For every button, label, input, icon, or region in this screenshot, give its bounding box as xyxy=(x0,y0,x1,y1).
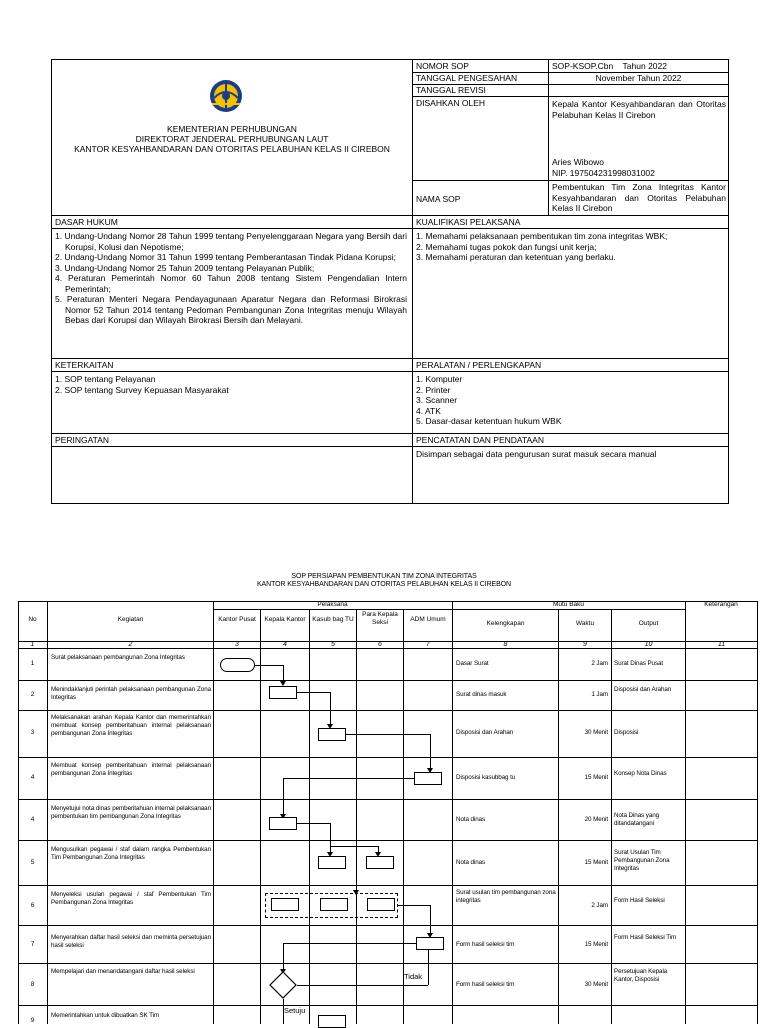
col-number: 9 xyxy=(583,641,587,648)
flow-process-box xyxy=(318,728,346,741)
flow-label-tidak: Tidak xyxy=(404,972,423,981)
row-kegiatan: Menyerahkan daftar hasil seleksi dan meminta persetujuan hasil seleksi xyxy=(51,934,211,949)
flow-decision-diamond xyxy=(269,971,297,999)
col-output-header: Output xyxy=(638,620,659,627)
peringatan-title: PERINGATAN xyxy=(55,435,109,445)
flow-start-terminator xyxy=(220,658,255,672)
flow-process-box xyxy=(414,772,442,785)
row-no: 3 xyxy=(30,729,35,736)
row-kelengkapan: Nota dinas xyxy=(456,859,486,866)
col-number: 4 xyxy=(283,641,287,648)
row-kegiatan: Mempelajari dan menandatangani daftar hasil seleksi xyxy=(51,968,195,975)
flow-label-setuju: Setuju xyxy=(284,1006,306,1015)
row-waktu: 15 Menit xyxy=(584,774,608,781)
col-keterangan-header: Keterangan xyxy=(704,601,738,608)
row-no: 6 xyxy=(30,902,35,909)
row-waktu: 2 Jam xyxy=(591,902,608,909)
row-kegiatan: Mengusulkan pegawai / staf dalam rangka Pembentukan Tim Pembangunan Zona Integritas xyxy=(51,846,211,861)
row-output: Konsep Nota Dinas xyxy=(614,770,667,777)
col-kasubbag-header: Kasub bag TU xyxy=(312,616,354,623)
row-output: Disposisi dan Arahan xyxy=(614,686,672,693)
signer-name: Aries Wibowo xyxy=(552,157,604,167)
flow-process-box xyxy=(320,898,348,911)
row-kelengkapan: Disposisi dan Arahan xyxy=(456,729,514,736)
flow-subtitle: KANTOR KESYAHBANDARAN DAN OTORITAS PELABUHAN KELAS II CIREBON xyxy=(256,581,511,588)
dasar-hukum-item: 5. Peraturan Menteri Negara Pendayagunaan Aparatur Negara dan Reformasi Birokrasi Nomor 52 Tahun 2014 tentang Pedoman Pembangunan Zona Integritas menuju Wilayah Bebas dari Korupsi dan Wilayah Birokrasi Bersih dan Melayani. xyxy=(55,294,407,325)
col-kegiatan-header: Kegiatan xyxy=(117,616,144,623)
col-number: 7 xyxy=(426,641,430,648)
tanggal-revisi-label: TANGGAL REVISI xyxy=(416,85,486,95)
flow-process-box xyxy=(416,937,444,950)
col-number: 1 xyxy=(30,641,35,648)
nama-sop-label: NAMA SOP xyxy=(416,194,461,204)
row-kegiatan: Surat pelaksanaan pembangunan Zona Integritas xyxy=(51,654,185,661)
nomor-sop-label: NOMOR SOP xyxy=(416,61,469,71)
row-output: Form Hasil Seleksi xyxy=(614,897,665,904)
flow-process-box xyxy=(367,898,395,911)
row-output: Nota Dinas yang ditandatangani xyxy=(614,812,660,827)
row-waktu: 15 Menit xyxy=(584,941,608,948)
col-adm-header: ADM Umum xyxy=(410,616,446,623)
row-waktu: 30 Menit xyxy=(584,981,608,988)
kualifikasi-item: 3. Memahami peraturan dan ketentuan yang berlaku. xyxy=(416,252,616,262)
row-kelengkapan: Form hasil seleksi tim xyxy=(456,981,515,988)
col-number: 2 xyxy=(128,641,133,648)
flow-title: SOP PERSIAPAN PEMBENTUKAN TIM ZONA INTEGRITAS xyxy=(291,573,477,580)
col-number: 11 xyxy=(717,641,726,648)
dasar-hukum-item: 4. Peraturan Pemerintah Nomor 60 Tahun 2008 tentang Sistem Pengendalian Intern Pemerintah; xyxy=(55,273,407,294)
peralatan-item: 2. Printer xyxy=(416,384,451,395)
keterkaitan-title: KETERKAITAN xyxy=(55,360,114,370)
row-kelengkapan: Dasar Surat xyxy=(456,660,489,667)
row-kelengkapan: Form hasil seleksi tim xyxy=(456,941,515,948)
dasar-hukum-item: 2. Undang-Undang Nomor 31 Tahun 1999 tentang Pemberantasan Tindak Pidana Korupsi; xyxy=(55,252,397,262)
row-output: Surat Dinas Pusat xyxy=(614,660,664,667)
flow-process-box xyxy=(366,856,394,869)
peralatan-item: 5. Dasar-dasar ketentuan hukum WBK xyxy=(416,416,562,426)
col-waktu-header: Waktu xyxy=(575,620,595,627)
row-kelengkapan: Surat dinas masuk xyxy=(456,691,507,698)
peralatan-item: 3. Scanner xyxy=(416,395,458,405)
row-kegiatan: Menyetujui nota dinas pemberitahuan internal pelaksanaan pembentukan tim pembangunan Zona Integritas xyxy=(51,805,211,820)
row-kelengkapan: Disposisi kasubbag tu xyxy=(456,774,516,781)
row-no: 5 xyxy=(30,859,35,866)
office-name: KANTOR KESYAHBANDARAN DAN OTORITAS PELABUHAN KELAS II CIREBON xyxy=(74,144,390,154)
row-waktu: 15 Menit xyxy=(584,859,608,866)
flow-process-box xyxy=(271,898,299,911)
col-number: 3 xyxy=(235,641,239,648)
pencatatan-text: Disimpan sebagai data pengurusan surat masuk secara manual xyxy=(416,449,657,459)
row-waktu: 20 Menit xyxy=(584,816,608,823)
row-kegiatan: Melaksanakan arahan Kepala Kantor dan memerintahkan membuat konsep pemberitahuan internal pelaksanaan pembangunan Zona Integritas xyxy=(51,714,211,737)
disahkan-oleh-label: DISAHKAN OLEH xyxy=(416,98,485,108)
col-kelengkapan-header: Kelengkapan xyxy=(486,620,525,627)
flow-process-box xyxy=(269,686,297,699)
dasar-hukum-item: 3. Undang-Undang Nomor 25 Tahun 2009 tentang Pelayanan Publik; xyxy=(55,262,315,273)
row-kegiatan: Membuat konsep pemberitahuan internal pelaksanaan pembangunan Zona Integritas xyxy=(51,762,211,777)
keterkaitan-item: 1. SOP tentang Pelayanan xyxy=(55,374,156,384)
col-kantor-pusat-header: Kantor Pusat xyxy=(218,616,256,623)
row-waktu: 30 Menit xyxy=(584,729,608,736)
kualifikasi-item: 2. Memahami tugas pokok dan fungsi unit kerja; xyxy=(416,241,597,252)
row-kegiatan: Menindaklanjuti perintah pelaksanaan pembangunan Zona Integritas xyxy=(51,686,211,701)
kualifikasi-title: KUALIFIKASI PELAKSANA xyxy=(416,217,521,227)
col-kepala-kantor-header: Kepala Kantor xyxy=(264,616,306,623)
col-no-header: No xyxy=(28,616,37,623)
directorate-name: DIREKTORAT JENDERAL PERHUBUNGAN LAUT xyxy=(135,134,329,144)
col-mutu-header: Mutu Baku xyxy=(552,601,585,608)
row-no: 4 xyxy=(30,816,35,823)
row-output: Surat Usulan Tim Pembangunan Zona Integritas xyxy=(614,849,670,872)
col-para-kepala-header: Para Kepala Seksi xyxy=(362,611,398,626)
row-kegiatan: Memerintahkan untuk dibuatkan SK Tim xyxy=(51,1012,160,1019)
col-number: 6 xyxy=(378,641,382,648)
tanggal-pengesahan-value: November Tahun 2022 xyxy=(595,73,682,83)
col-number: 10 xyxy=(644,641,653,648)
disahkan-oleh-value: Kepala Kantor Kesyahbandaran dan Otoritas Pelabuhan Kelas II Cirebon xyxy=(552,99,726,120)
peralatan-title: PERALATAN / PERLENGKAPAN xyxy=(416,360,542,370)
row-kelengkapan: Surat usulan tim pembangunan zona integritas xyxy=(456,889,556,904)
col-pelaksana-header: Pelaksana xyxy=(317,601,348,608)
flow-process-box xyxy=(318,856,346,869)
row-waktu: 1 Jam xyxy=(591,691,608,698)
flow-process-box xyxy=(318,1015,346,1028)
row-output: Persetujuan Kepala Kantor, Disposisi xyxy=(614,968,668,983)
col-number: 8 xyxy=(503,641,508,648)
row-output: Disposisi xyxy=(614,729,639,736)
col-number: 5 xyxy=(331,641,335,648)
dasar-hukum-item: 1. Undang-Undang Nomor 28 Tahun 1999 tentang Penyelenggaraan Negara yang Bersih dari Korupsi, Kolusi dan Nepotisme; xyxy=(55,231,407,252)
dasar-hukum-title: DASAR HUKUM xyxy=(55,217,118,227)
peralatan-item: 4. ATK xyxy=(416,405,441,416)
row-no: 2 xyxy=(30,691,35,698)
keterkaitan-item: 2. SOP tentang Survey Kepuasan Masyarakat xyxy=(55,384,229,395)
flow-process-box xyxy=(269,817,297,830)
nama-sop-value: Pembentukan Tim Zona Integritas Kantor Kesyahbandaran dan Otoritas Pelabuhan Kelas II Cirebon xyxy=(552,182,726,213)
peralatan-item: 1. Komputer xyxy=(416,374,463,384)
row-output: Form Hasil Seleksi Tim xyxy=(614,934,677,941)
pencatatan-title: PENCATATAN DAN PENDATAAN xyxy=(416,435,544,445)
row-no: 7 xyxy=(30,941,35,948)
row-kelengkapan: Nota dinas xyxy=(456,816,486,823)
row-kegiatan: Menyeleksi usulan pegawai / staf Pembentukan Tim Pembangunan Zona Integritas xyxy=(51,891,211,906)
kualifikasi-item: 1. Memahami pelaksanaan pembentukan tim zona integritas WBK; xyxy=(416,231,668,241)
tanggal-pengesahan-label: TANGGAL PENGESAHAN xyxy=(416,73,518,83)
signer-nip: NIP. 197504231998031002 xyxy=(552,168,655,178)
row-no: 1 xyxy=(30,660,35,667)
row-waktu: 2 Jam xyxy=(591,660,608,667)
row-no: 4 xyxy=(30,774,35,781)
row-no: 8 xyxy=(30,981,35,988)
ministry-name: KEMENTERIAN PERHUBUNGAN xyxy=(167,124,297,134)
row-no: 9 xyxy=(30,1017,35,1024)
nomor-sop-value: SOP-KSOP.Cbn Tahun 2022 xyxy=(552,61,667,71)
